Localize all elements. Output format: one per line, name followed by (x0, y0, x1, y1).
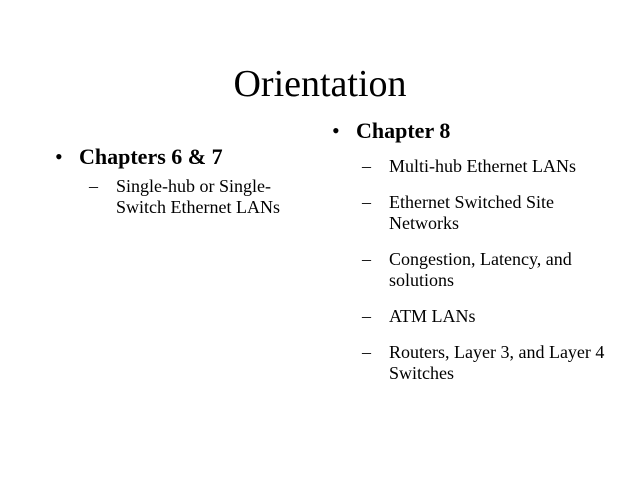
left-column (55, 144, 320, 218)
bullet-icon: • (332, 118, 340, 143)
dash-icon: – (362, 306, 371, 326)
bullet-chapters-6-7 (55, 144, 320, 170)
sub-item-text: Ethernet Switched Site Networks (389, 192, 554, 233)
dash-icon: – (362, 192, 371, 212)
bullet-text: Chapters 6 & 7 (79, 144, 223, 169)
sub-item-single-hub (89, 176, 320, 218)
dash-icon: – (362, 249, 371, 269)
sub-item-switched-site (362, 192, 622, 234)
right-column (332, 118, 622, 399)
bullet-text: Chapter 8 (356, 118, 451, 143)
sub-item-text: Single-hub or Single-Switch Ethernet LANs (116, 176, 280, 217)
sub-item-text: Congestion, Latency, and solutions (389, 249, 572, 290)
bullet-chapter-8 (332, 118, 622, 144)
dash-icon: – (362, 156, 371, 176)
slide-title: Orientation (233, 63, 407, 105)
sub-item-multi-hub (362, 156, 622, 177)
dash-icon: – (89, 176, 98, 196)
sub-item-text: Routers, Layer 3, and Layer 4 Switches (389, 342, 605, 383)
dash-icon: – (362, 342, 371, 362)
sub-item-atm-lans (362, 306, 622, 327)
sub-item-routers (362, 342, 622, 384)
sub-item-congestion (362, 249, 622, 291)
sub-item-text: ATM LANs (389, 306, 476, 326)
right-sub-list (362, 156, 622, 384)
bullet-icon: • (55, 144, 63, 169)
left-sub-list (89, 176, 320, 218)
sub-item-text: Multi-hub Ethernet LANs (389, 156, 576, 176)
